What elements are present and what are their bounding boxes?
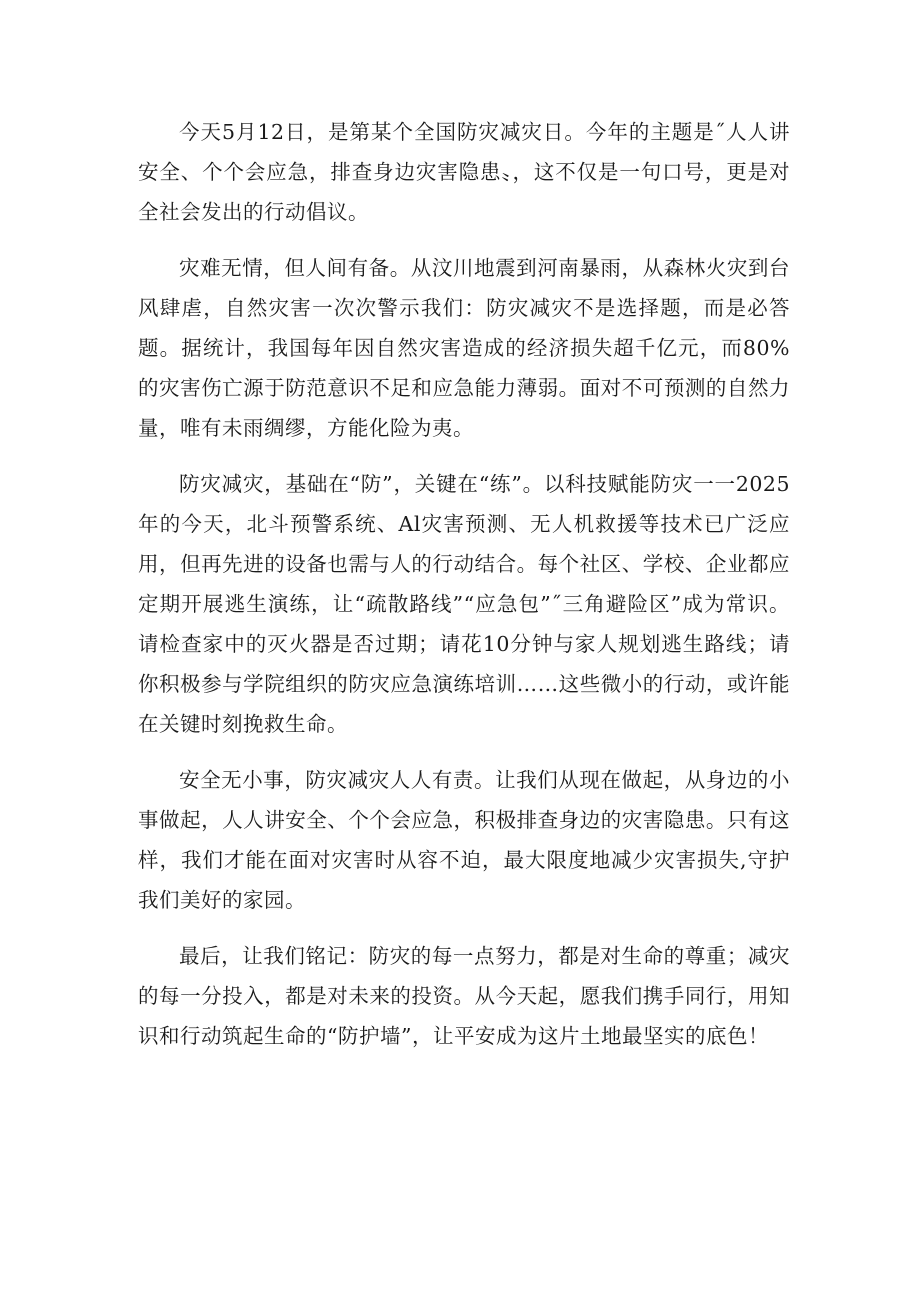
paragraph-5: 最后，让我们铭记：防灾的每一点努力，都是对生命的尊重；减灾的每一分投入，都是对未来的投资。从今天起，愿我们携手同行，用知识和行动筑起生命的“防护墙”，让平安成为这片土地最坚实的底色！ xyxy=(138,944,790,1048)
paragraph-4: 安全无小事，防灾减灾人人有责。让我们从现在做起，从身边的小事做起，人人讲安全、个个会应急，积极排查身边的灾害隐患。只有这样，我们才能在面对灾害时从容不迫，最大限度地减少灾害损失,守护我们美好的家园。 xyxy=(138,768,790,912)
paragraph-2: 灾难无情，但人间有备。从汶川地震到河南暴雨，从森林火灾到台风肆虐，自然灾害一次次警示我们：防灾减灾不是选择题，而是必答题。据统计，我国每年因自然灾害造成的经济损失超千亿元，而80%的灾害伤亡源于防范意识不足和应急能力薄弱。面对不可预测的自然力量，唯有未雨绸缪，方能化险为夷。 xyxy=(138,256,790,440)
document-body xyxy=(138,112,790,1072)
paragraph-3: 防灾减灾，基础在“防”，关键在“练”。以科技赋能防灾一一2025年的今天，北斗预警系统、Al灾害预测、无人机救援等技术已广泛应用，但再先进的设备也需与人的行动结合。每个社区、学校、企业都应定期开展逃生演练，让“疏散路线”“应急包”˝三角避险区”成为常识。请检查家中的灭火器是否过期；请花10分钟与家人规划逃生路线；请你积极参与学院组织的防灾应急演练培训……这些微小的行动，或许能在关键时刻挽救生命。 xyxy=(138,472,790,736)
paragraph-1: 今天5月12日，是第某个全国防灾减灾日。今年的主题是˝人人讲安全、个个会应急，排查身边灾害隐患〟，这不仅是一句口号，更是对全社会发出的行动倡议。 xyxy=(138,120,790,224)
